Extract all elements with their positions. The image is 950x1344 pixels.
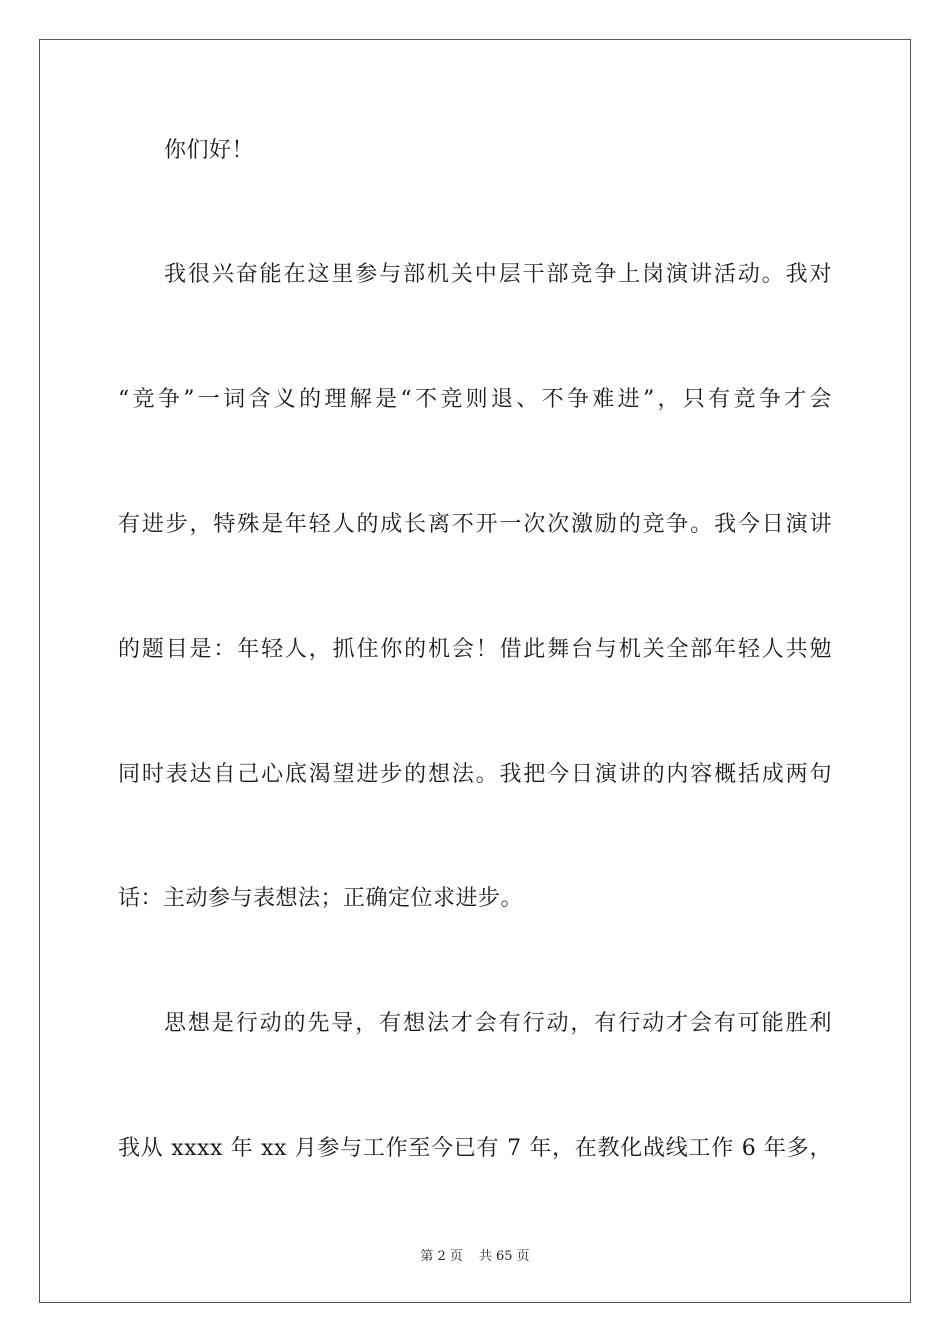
paragraph-line: 话：主动参与表想法；正确定位求进步。 <box>118 886 524 911</box>
page-frame <box>39 39 911 1303</box>
paragraph-line: 我从 xxxx 年 xx 月参与工作至今已有 7 年，在教化战线工作 6 年多， <box>118 1136 832 1161</box>
greeting-line: 你们好！ <box>164 138 255 163</box>
page-footer <box>0 1248 950 1266</box>
page-number: 第 2 页 <box>420 1249 463 1264</box>
paragraph-line: 思想是行动的先导，有想法才会有行动，有行动才会有可能胜利 <box>164 1011 832 1036</box>
paragraph-line: 有进步，特殊是年轻人的成长离不开一次次激励的竞争。我今日演讲 <box>118 512 832 537</box>
paragraph-line: “竞争”一词含义的理解是“不竞则退、不争难进”，只有竞争才会 <box>118 387 832 412</box>
page-total: 共 65 页 <box>478 1249 530 1264</box>
paragraph-line: 的题目是：年轻人，抓住你的机会！借此舞台与机关全部年轻人共勉 <box>118 637 832 662</box>
paragraph-line: 同时表达自己心底渴望进步的想法。我把今日演讲的内容概括成两句 <box>118 762 832 787</box>
paragraph-line: 我很兴奋能在这里参与部机关中层干部竞争上岗演讲活动。我对 <box>164 262 832 287</box>
